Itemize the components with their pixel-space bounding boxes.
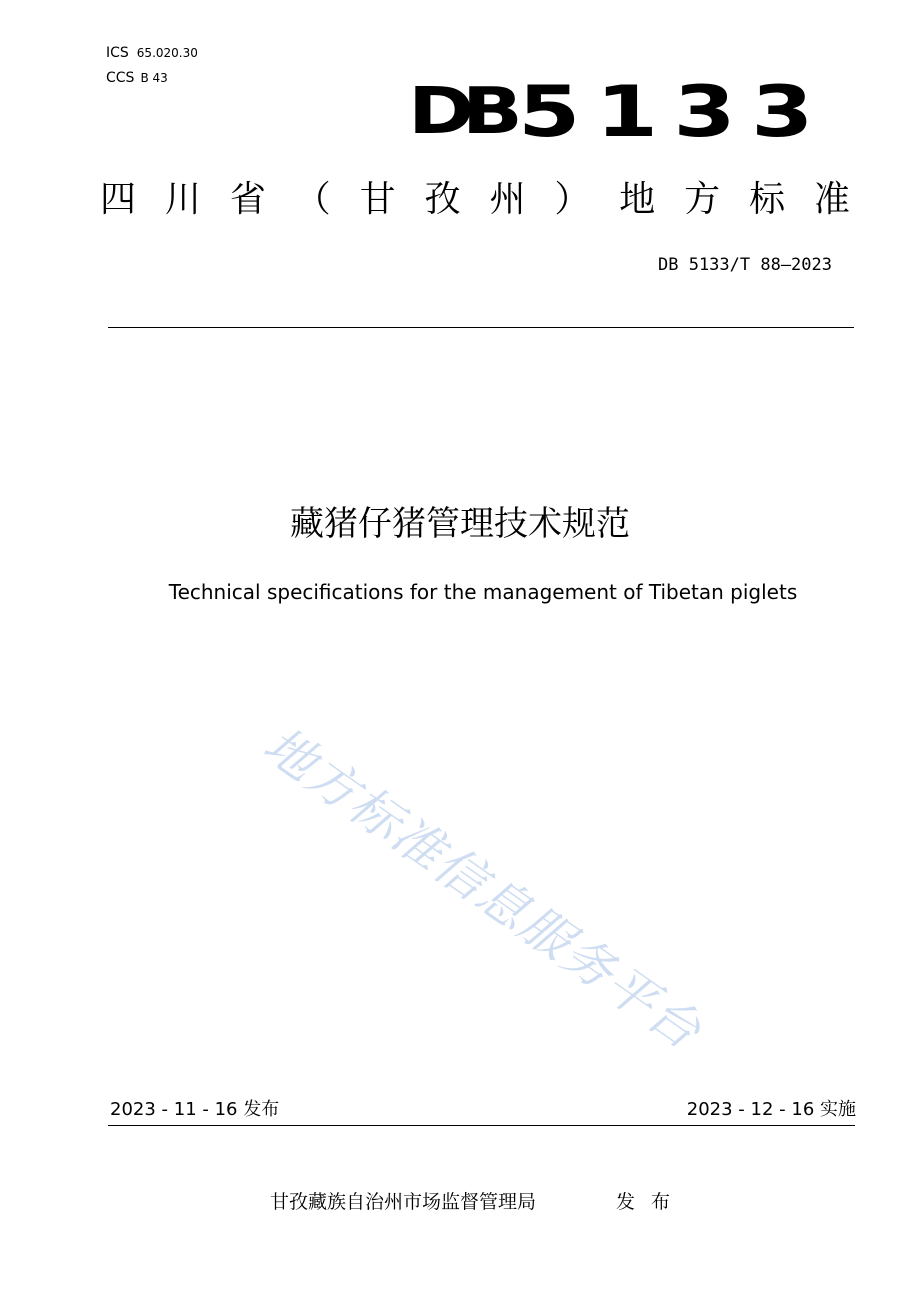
title-chinese: 藏猪仔猪管理技术规范 <box>290 504 630 544</box>
heading-char: 甘 <box>359 179 396 220</box>
heading-char: 州 <box>489 179 526 220</box>
heading-char: （ <box>294 179 331 220</box>
ics-label: ICS <box>106 45 129 61</box>
heading-char: 方 <box>684 179 721 220</box>
ccs-label: CCS <box>106 70 135 86</box>
title-english: Technical specifications for the management of Tibetan piglets <box>168 580 798 604</box>
issuing-authority: 甘孜藏族自治州市场监督管理局 <box>270 1191 537 1213</box>
heading-char: 地 <box>619 179 656 220</box>
watermark: 地方标准信息服务平台 <box>253 715 713 1062</box>
heading-char: 准 <box>813 179 850 220</box>
issue-action: 发布 <box>616 1191 687 1213</box>
heading-char: 四 <box>100 179 137 220</box>
release-date: 2023 - 11 - 16 发布 <box>110 1099 280 1120</box>
heading-char: 标 <box>749 179 786 220</box>
db-standard-logo <box>408 71 829 153</box>
ics-code <box>106 44 198 62</box>
header-divider <box>108 327 854 328</box>
db-letters: DB <box>408 75 511 149</box>
ics-value: 65.020.30 <box>136 46 198 60</box>
heading-char: ） <box>554 179 591 220</box>
db-region-number: 5133 <box>517 71 829 153</box>
footer-divider <box>108 1125 855 1126</box>
heading-char: 孜 <box>424 179 461 220</box>
ccs-value: B 43 <box>140 71 168 85</box>
standard-type-heading <box>100 178 850 222</box>
heading-char: 省 <box>229 179 266 220</box>
heading-char: 川 <box>164 179 201 220</box>
ccs-code <box>106 69 168 87</box>
implementation-date: 2023 - 12 - 16 实施 <box>686 1099 856 1120</box>
standard-number: DB 5133/T 88—2023 <box>658 255 832 275</box>
